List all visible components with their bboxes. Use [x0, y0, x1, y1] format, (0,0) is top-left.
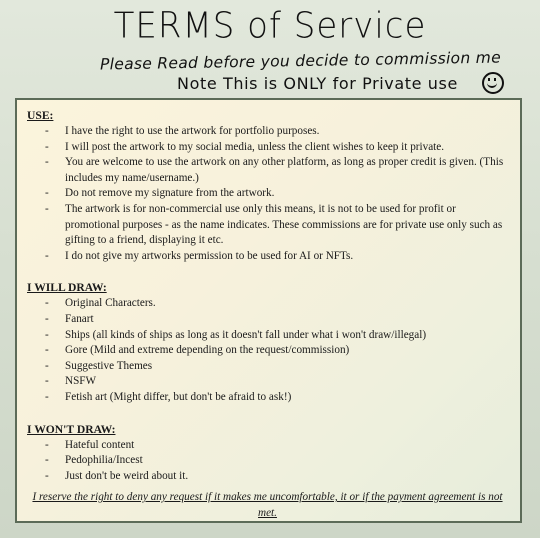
list-item: - Just don't be weird about it. — [27, 469, 508, 485]
list-item: - Suggestive Themes — [27, 359, 508, 375]
use-list — [27, 124, 508, 264]
terms-card — [15, 98, 522, 523]
wont-draw-list — [27, 438, 508, 485]
list-item: - NSFW — [27, 374, 508, 390]
list-item: - Do not remove my signature from the artwork. — [27, 186, 508, 202]
section-gap — [27, 406, 508, 422]
subtitle: Please Read before you decide to commission me — [99, 48, 502, 74]
list-item: - Hateful content — [27, 438, 508, 454]
list-item: - Original Characters. — [27, 296, 508, 312]
section-gap — [27, 264, 508, 280]
private-use-note: Note This is ONLY for Private use — [177, 74, 458, 93]
list-item: - Fetish art (Might differ, but don't be afraid to ask!) — [27, 390, 508, 406]
use-heading: USE: — [27, 109, 54, 122]
will-draw-list — [27, 296, 508, 405]
list-item: - I will post the artwork to my social media, unless the client wishes to keep it private. — [27, 140, 508, 156]
footer-disclaimer: I reserve the right to deny any request if it makes me uncomfortable, it or if the payment agreement is not met. — [32, 491, 503, 519]
list-item: - You are welcome to use the artwork on any other platform, as long as proper credit is given. (This includes my name/username.) — [27, 155, 508, 186]
list-item: - Fanart — [27, 312, 508, 328]
will-draw-heading: I WILL DRAW: — [27, 281, 107, 295]
list-item: - The artwork is for non-commercial use only this means, it is not to be used for profit or promotional purposes - as the name indicates. These commissions are for private use only such as gifting to a friend, displaying it etc. — [27, 202, 508, 249]
list-item: - Ships (all kinds of ships as long as it doesn't fall under what i won't draw/illegal) — [27, 328, 508, 344]
list-item: - Gore (Mild and extreme depending on the request/commission) — [27, 343, 508, 359]
page-title: TERMS of Service — [113, 5, 427, 47]
list-item: - I do not give my artworks permission to be used for AI or NFTs. — [27, 249, 508, 265]
list-item: - Pedophilia/Incest — [27, 453, 508, 469]
smiley-face-icon — [482, 72, 504, 94]
header — [0, 0, 540, 96]
wont-draw-heading: I WON'T DRAW: — [27, 422, 116, 436]
list-item: - I have the right to use the artwork for portfolio purposes. — [27, 124, 508, 140]
